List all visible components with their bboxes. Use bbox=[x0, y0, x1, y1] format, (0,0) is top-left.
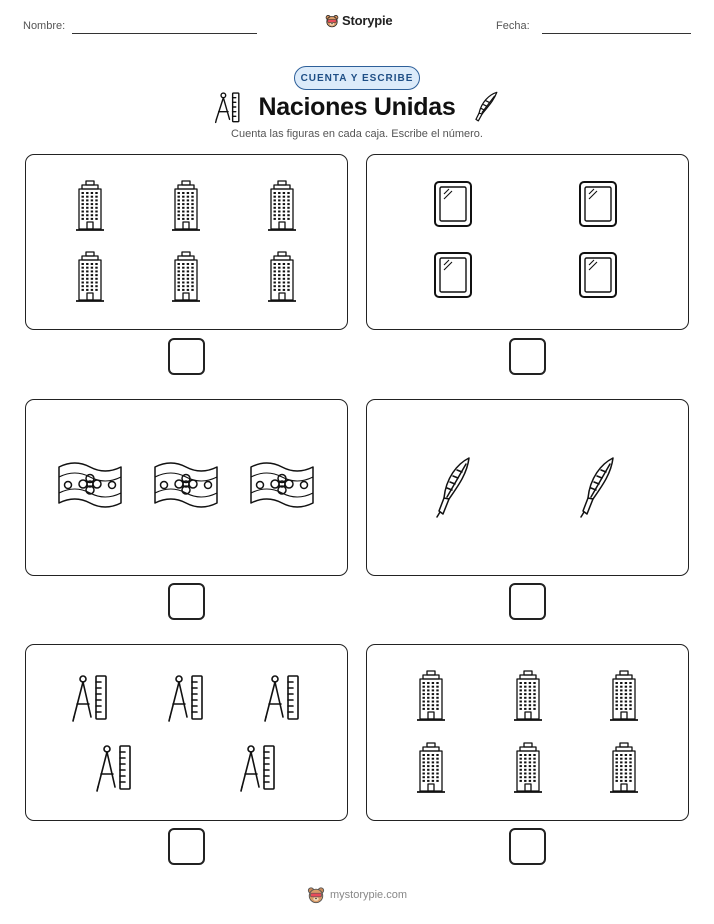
count-box-4 bbox=[366, 399, 689, 576]
answer-box-6[interactable] bbox=[509, 828, 546, 865]
answer-box-3[interactable] bbox=[168, 583, 205, 620]
skyscraper-icon bbox=[76, 251, 104, 303]
bear-logo-icon bbox=[325, 14, 339, 28]
picture-frame-icon bbox=[433, 251, 473, 299]
footer-url: mystorypie.com bbox=[329, 889, 408, 901]
instructions: Cuenta las figuras en cada caja. Escribe el número. bbox=[231, 128, 483, 140]
name-line[interactable] bbox=[72, 33, 257, 34]
skyscraper-icon bbox=[417, 670, 445, 722]
bear-logo-icon bbox=[307, 886, 325, 904]
storypie-logo bbox=[325, 13, 392, 28]
skyscraper-icon bbox=[268, 251, 296, 303]
name-label: Nombre: bbox=[23, 20, 66, 32]
title-row bbox=[0, 90, 714, 128]
skyscraper-icon bbox=[417, 742, 445, 794]
date-label: Fecha: bbox=[496, 20, 530, 32]
skyscraper-icon bbox=[610, 670, 638, 722]
skyscraper-icon bbox=[610, 742, 638, 794]
answer-box-4[interactable] bbox=[509, 583, 546, 620]
skyscraper-icon bbox=[172, 180, 200, 232]
compass-ruler-icon bbox=[166, 673, 206, 723]
activity-badge: CUENTA Y ESCRIBE bbox=[294, 66, 420, 90]
skyscraper-icon bbox=[514, 742, 542, 794]
date-line[interactable] bbox=[542, 33, 691, 34]
compass-ruler-icon bbox=[94, 743, 134, 793]
answer-box-2[interactable] bbox=[509, 338, 546, 375]
count-box-5 bbox=[25, 644, 348, 821]
skyscraper-icon bbox=[172, 251, 200, 303]
flag-icon bbox=[57, 461, 123, 509]
brand-name: Storypie bbox=[342, 13, 393, 28]
flag-icon bbox=[153, 461, 219, 509]
footer bbox=[0, 884, 714, 906]
compass-ruler-icon bbox=[238, 743, 278, 793]
compass-ruler-icon bbox=[262, 673, 302, 723]
picture-frame-icon bbox=[578, 180, 618, 228]
quill-pen-icon bbox=[576, 456, 616, 520]
compass-ruler-icon bbox=[70, 673, 110, 723]
picture-frame-icon bbox=[578, 251, 618, 299]
quill-pen-icon bbox=[432, 456, 472, 520]
skyscraper-icon bbox=[514, 670, 542, 722]
skyscraper-icon bbox=[268, 180, 296, 232]
picture-frame-icon bbox=[433, 180, 473, 228]
skyscraper-icon bbox=[76, 180, 104, 232]
answer-box-5[interactable] bbox=[168, 828, 205, 865]
flag-icon bbox=[249, 461, 315, 509]
answer-box-1[interactable] bbox=[168, 338, 205, 375]
page-title: Naciones Unidas bbox=[258, 93, 456, 121]
count-box-2 bbox=[366, 154, 689, 330]
quill-pen-icon bbox=[470, 90, 502, 124]
